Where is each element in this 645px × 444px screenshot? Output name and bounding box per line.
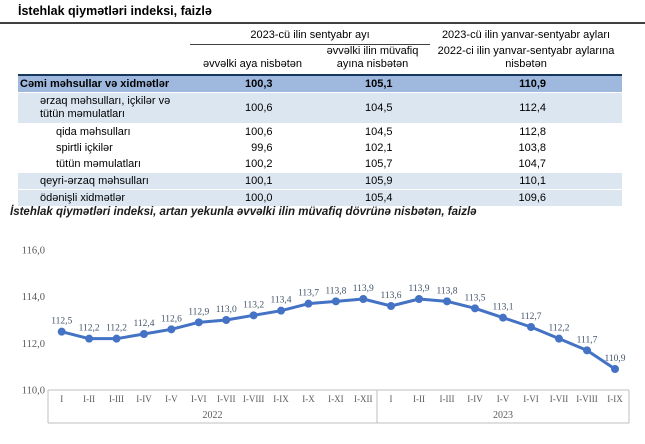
cpi-line-chart <box>0 234 645 444</box>
data-point-marker <box>113 335 121 343</box>
row-value: 99,6 <box>251 141 273 154</box>
chart-x-axis <box>48 390 629 423</box>
svg-text:113,8: 113,8 <box>325 286 347 297</box>
data-point-marker <box>167 325 175 333</box>
row-value: 112,4 <box>430 93 622 124</box>
row-value: 102,1 <box>364 141 393 154</box>
group-header-jan-september: 2023-cü ilin yanvar-sentyabr ayları <box>441 29 611 42</box>
data-point-marker <box>140 330 148 338</box>
sub-header-prev-month: əvvəlki aya nisbətən <box>202 58 303 71</box>
svg-text:112,4: 112,4 <box>133 319 155 329</box>
row-value: 109,6 <box>430 190 622 207</box>
data-point-marker <box>527 323 535 331</box>
sub-header-spacer <box>18 45 190 76</box>
data-point-marker <box>277 307 285 315</box>
svg-text:113,0: 113,0 <box>215 305 237 315</box>
svg-text:I-VI: I-VI <box>523 394 539 404</box>
svg-text:I-XII: I-XII <box>354 394 373 404</box>
svg-text:I-VIII: I-VIII <box>576 394 598 404</box>
chart-data-labels <box>51 284 626 364</box>
page-title: İstehlak qiymətləri indeksi, faizlə <box>18 4 212 18</box>
svg-text:112,2: 112,2 <box>548 323 570 334</box>
chart-title: İstehlak qiymətləri indeksi, artan yekunla əvvəlki ilin müvafiq dövrünə nisbətən, faizlə <box>10 206 477 218</box>
svg-text:I-IV: I-IV <box>136 394 152 404</box>
table-row <box>18 190 622 207</box>
table-row <box>18 173 622 190</box>
row-value: 100,6 <box>190 93 315 124</box>
data-point-marker <box>304 300 312 308</box>
row-value: 103,8 <box>518 141 547 154</box>
data-point-marker <box>583 346 591 354</box>
data-point-marker <box>195 318 203 326</box>
sub-header-jan-sep-prev-year: 2022-ci ilin yanvar-sentyabr aylarına nisbətən <box>437 45 615 71</box>
svg-text:112,5: 112,5 <box>51 316 73 327</box>
row-value: 100,3 <box>190 75 315 93</box>
svg-text:113,4: 113,4 <box>270 295 292 306</box>
data-point-marker <box>250 311 258 319</box>
data-point-marker <box>443 297 451 305</box>
row-label: ərzaq məhsulları, içkilər və tütün məmulatları <box>18 93 190 124</box>
svg-text:I-II: I-II <box>83 394 96 404</box>
svg-text:I-III: I-III <box>109 394 125 404</box>
svg-text:113,9: 113,9 <box>352 284 374 294</box>
row-label: qeyri-ərzaq məhsulları <box>18 173 190 190</box>
svg-text:I-IV: I-IV <box>467 394 483 404</box>
svg-text:113,1: 113,1 <box>492 302 514 313</box>
svg-text:113,7: 113,7 <box>297 288 319 299</box>
svg-text:I: I <box>60 394 64 404</box>
row-value: 104,5 <box>364 125 393 138</box>
table-sub-header-row <box>18 45 622 76</box>
row-label: ödənişli xidmətlər <box>18 190 190 207</box>
svg-text:112,9: 112,9 <box>188 307 210 318</box>
data-point-marker <box>471 304 479 312</box>
svg-text:I-II: I-II <box>413 394 425 404</box>
svg-text:113,6: 113,6 <box>380 291 402 301</box>
row-value: 100,0 <box>190 190 315 207</box>
svg-text:112,7: 112,7 <box>520 312 542 322</box>
svg-text:I-V: I-V <box>165 394 178 404</box>
data-point-marker <box>387 302 395 310</box>
svg-text:112,6: 112,6 <box>160 314 182 325</box>
data-point-marker <box>555 335 563 343</box>
row-value: 112,8 <box>519 125 547 138</box>
chart-y-axis <box>22 246 45 397</box>
svg-text:112,0: 112,0 <box>21 338 45 350</box>
svg-text:I-VII: I-VII <box>216 394 236 404</box>
row-label: spirtli içkilər <box>56 141 113 154</box>
svg-text:I-XI: I-XI <box>328 394 344 404</box>
row-label: Cəmi məhsullar və xidmətlər <box>18 75 190 93</box>
data-point-marker <box>611 365 619 373</box>
svg-text:110,9: 110,9 <box>604 354 626 364</box>
svg-text:I-VIII: I-VIII <box>242 394 265 404</box>
svg-text:I-VI: I-VI <box>191 394 207 404</box>
row-value: 105,9 <box>315 173 430 190</box>
table-row <box>18 124 622 141</box>
svg-text:2023: 2023 <box>493 410 513 421</box>
data-point-marker <box>359 295 367 303</box>
svg-text:I-X: I-X <box>302 394 315 404</box>
svg-text:I-IX: I-IX <box>607 394 623 404</box>
row-value: 104,5 <box>315 93 430 124</box>
data-point-marker <box>222 316 230 324</box>
row-value: 104,7 <box>518 157 547 170</box>
row-value: 110,9 <box>430 75 622 93</box>
data-point-marker <box>415 295 423 303</box>
svg-text:110,0: 110,0 <box>21 385 45 397</box>
svg-text:I-V: I-V <box>496 394 510 404</box>
svg-text:I-VII: I-VII <box>549 394 569 404</box>
svg-text:114,0: 114,0 <box>21 292 45 304</box>
data-point-marker <box>58 328 66 336</box>
svg-text:112,2: 112,2 <box>106 323 128 334</box>
svg-text:I: I <box>389 394 393 404</box>
table-row <box>18 156 622 173</box>
table-row <box>18 140 622 156</box>
group-header-spacer <box>18 23 190 45</box>
row-label: qida məhsulları <box>56 125 131 138</box>
svg-text:113,5: 113,5 <box>464 293 486 304</box>
sub-header-same-month-prev-year: əvvəlki ilin müvafiq ayına nisbətən <box>326 45 419 71</box>
svg-text:116,0: 116,0 <box>21 245 45 257</box>
row-value: 100,1 <box>190 173 315 190</box>
row-value: 105,1 <box>315 75 430 93</box>
row-value: 105,7 <box>364 157 393 170</box>
svg-text:112,2: 112,2 <box>78 323 100 334</box>
svg-text:113,8: 113,8 <box>436 286 458 297</box>
group-header-september: 2023-cü ilin sentyabr ayı <box>190 23 430 45</box>
svg-text:113,9: 113,9 <box>408 284 430 294</box>
table-row <box>18 93 622 124</box>
row-value: 100,6 <box>244 125 273 138</box>
data-point-marker <box>85 335 93 343</box>
chart-line-series <box>58 295 619 373</box>
row-value: 100,2 <box>244 157 273 170</box>
table-row <box>18 75 622 93</box>
svg-text:2022: 2022 <box>202 410 223 421</box>
row-value: 110,1 <box>430 173 622 190</box>
svg-text:I-III: I-III <box>439 394 455 404</box>
row-value: 105,4 <box>315 190 430 207</box>
data-point-marker <box>332 297 340 305</box>
svg-text:111,7: 111,7 <box>576 335 598 346</box>
cpi-table <box>18 23 622 207</box>
svg-text:113,2: 113,2 <box>243 300 265 311</box>
svg-text:I-IX: I-IX <box>273 394 289 404</box>
data-point-marker <box>499 314 507 322</box>
table-group-header-row <box>18 23 622 45</box>
row-label: tütün məmulatları <box>56 157 141 170</box>
cpi-table-body <box>18 75 622 207</box>
